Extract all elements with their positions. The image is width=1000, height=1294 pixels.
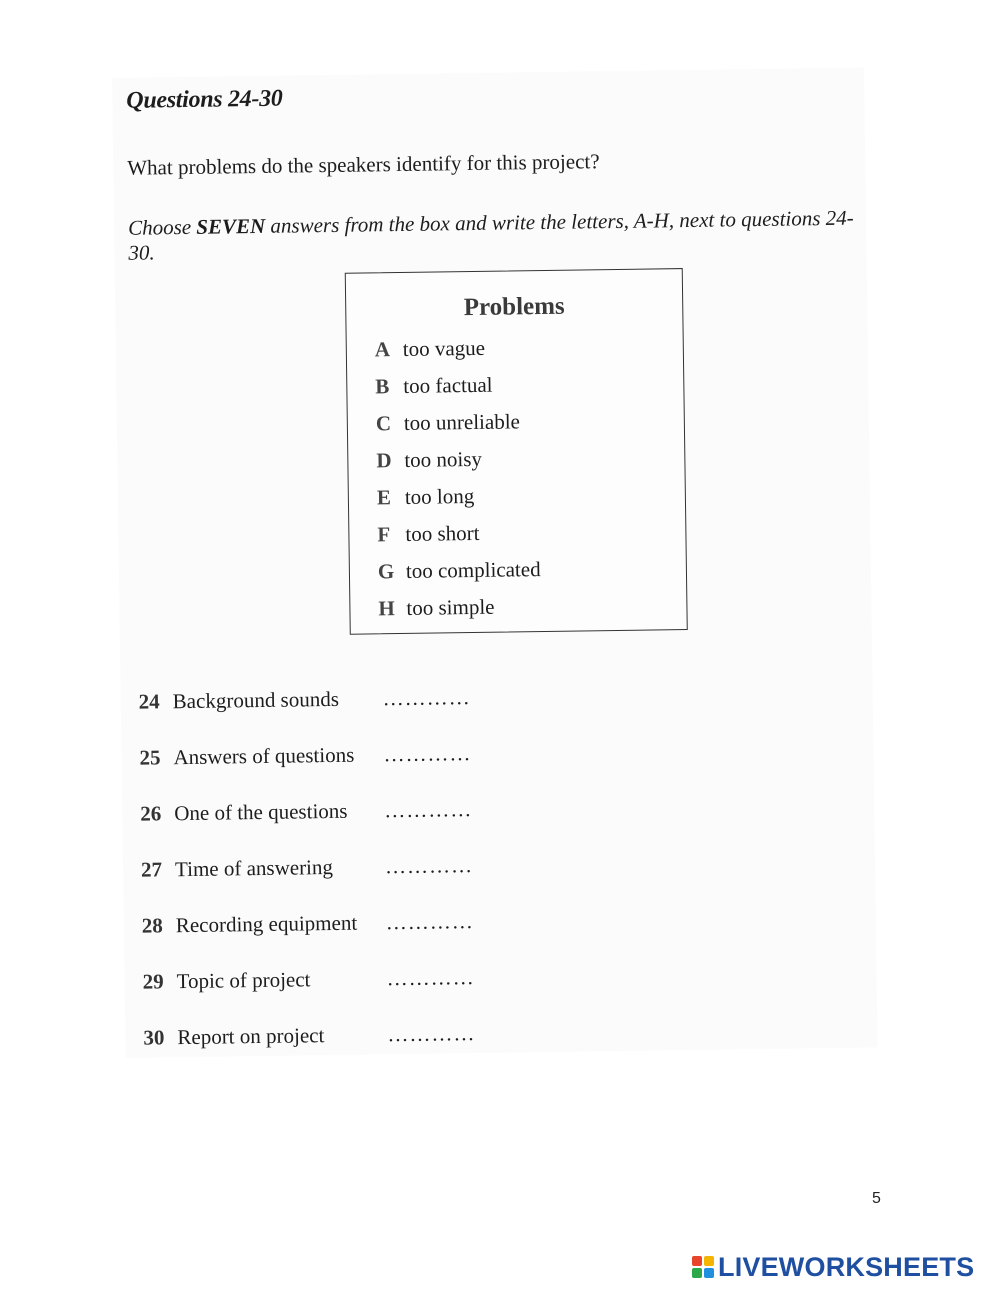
- option-text: too vague: [402, 335, 486, 361]
- option-text: too simple: [406, 594, 495, 620]
- instruction-start: Choose: [127, 214, 197, 240]
- option-letter: D: [376, 448, 392, 473]
- problems-box-title: Problems: [463, 292, 565, 322]
- liveworksheets-brand[interactable]: [692, 1252, 974, 1282]
- liveworksheets-logo-icon: [692, 1256, 714, 1278]
- section-question: What problems do the speakers identify for this project?: [127, 149, 600, 180]
- question-29: [142, 965, 474, 995]
- question-30: [143, 1021, 475, 1051]
- option-letter: B: [375, 374, 390, 399]
- question-number: 30: [143, 1025, 165, 1050]
- page-number: 5: [872, 1190, 881, 1207]
- answer-blank[interactable]: …………: [385, 909, 474, 935]
- question-text: Topic of project: [176, 967, 311, 994]
- question-text: Background sounds: [172, 686, 340, 714]
- section-heading: Questions 24-30: [126, 85, 283, 114]
- answer-blank[interactable]: …………: [387, 1021, 476, 1047]
- question-text: Report on project: [177, 1023, 325, 1050]
- option-letter: H: [378, 596, 395, 621]
- option-a: [375, 336, 486, 363]
- option-d: [376, 447, 482, 473]
- option-letter: E: [376, 485, 392, 510]
- question-text: One of the questions: [174, 798, 348, 826]
- question-text: Recording equipment: [175, 910, 358, 938]
- question-26: [140, 797, 472, 827]
- question-number: 29: [142, 969, 164, 994]
- question-number: 25: [139, 745, 161, 770]
- problems-box: [345, 268, 688, 635]
- answer-blank[interactable]: …………: [383, 741, 472, 767]
- answer-blank[interactable]: …………: [382, 685, 471, 711]
- question-25: [139, 741, 471, 771]
- question-text: Answers of questions: [173, 742, 355, 770]
- option-text: too long: [404, 483, 475, 509]
- section-instruction: [128, 205, 867, 265]
- option-g: [378, 557, 541, 584]
- option-letter: C: [375, 411, 392, 436]
- question-27: [141, 853, 473, 883]
- option-text: too complicated: [405, 557, 541, 583]
- brand-wordmark: LIVEWORKSHEETS: [718, 1251, 975, 1282]
- answer-blank[interactable]: …………: [384, 853, 474, 879]
- option-text: too short: [405, 520, 480, 546]
- option-letter: A: [374, 337, 391, 362]
- scanned-page: [112, 68, 878, 1058]
- option-text: too noisy: [404, 446, 483, 472]
- option-letter: G: [377, 559, 395, 584]
- option-f: [377, 521, 479, 547]
- option-c: [376, 409, 520, 436]
- question-number: 26: [140, 801, 162, 826]
- question-24: [139, 685, 471, 715]
- instruction-end: answers from the box and write the letters, A-H, next to questions 24-30.: [128, 205, 854, 265]
- question-number: 27: [140, 857, 163, 882]
- answer-blank[interactable]: …………: [384, 797, 473, 823]
- question-number: 24: [138, 689, 160, 714]
- option-text: too factual: [403, 372, 493, 398]
- option-b: [375, 373, 493, 400]
- option-e: [377, 484, 475, 510]
- instruction-emphasis: SEVEN: [196, 213, 266, 239]
- question-number: 28: [141, 913, 164, 938]
- question-28: [142, 909, 474, 939]
- answer-blank[interactable]: …………: [386, 965, 475, 991]
- question-text: Time of answering: [174, 854, 334, 882]
- option-text: too unreliable: [403, 409, 521, 435]
- option-letter: F: [377, 522, 391, 547]
- option-h: [378, 595, 494, 622]
